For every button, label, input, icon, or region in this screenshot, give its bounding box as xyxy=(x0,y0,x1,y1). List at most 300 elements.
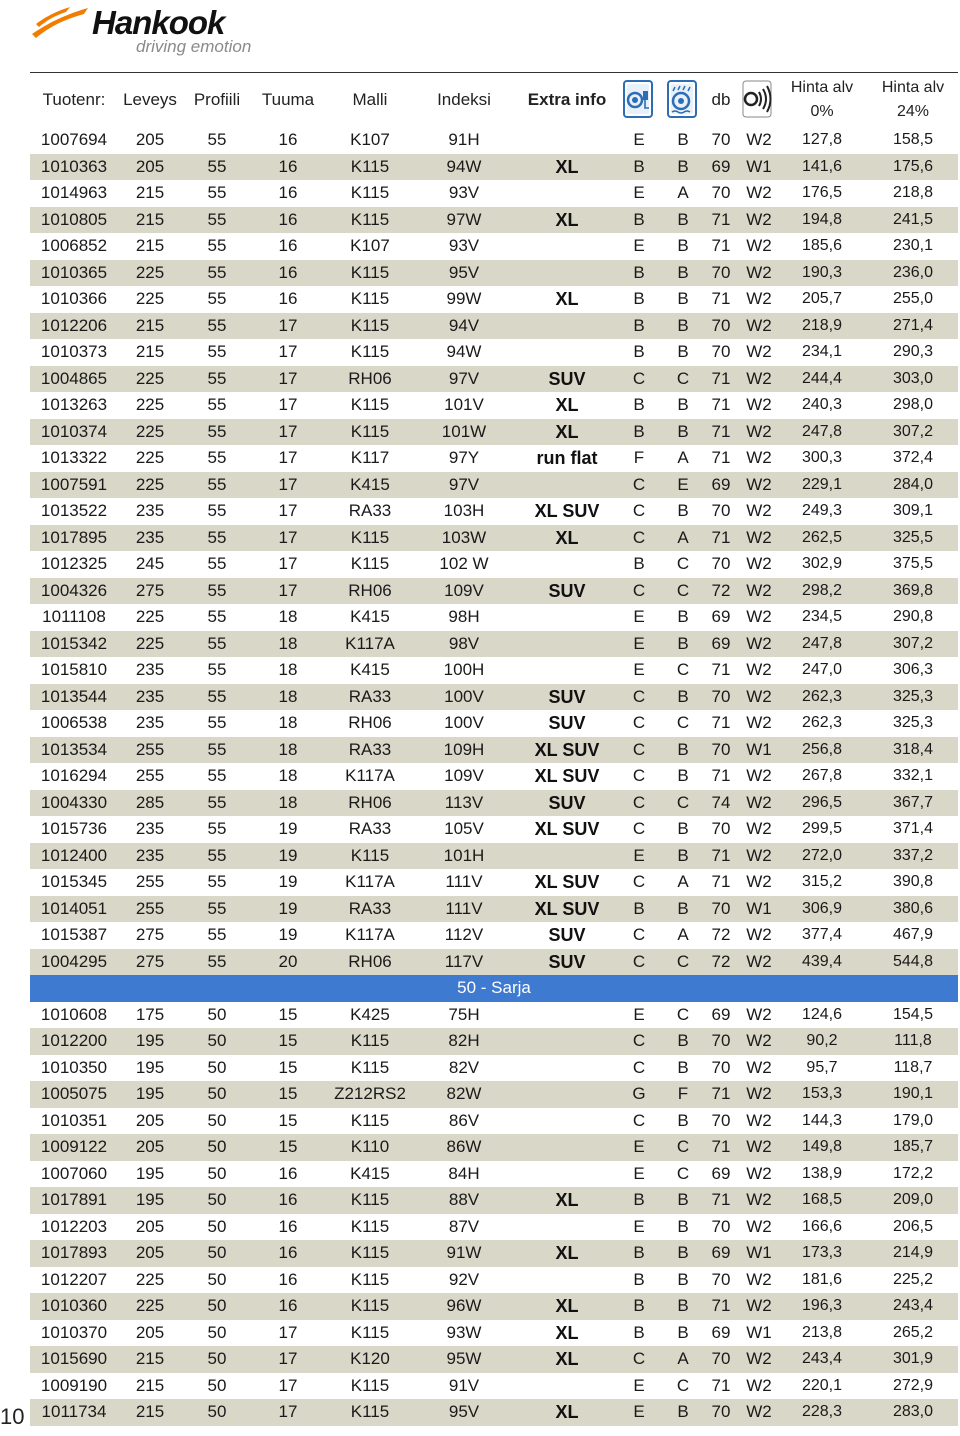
cell-hinta-0: 194,8 xyxy=(801,210,843,228)
col-hinta-0 xyxy=(776,74,868,126)
col-malli: Malli xyxy=(352,90,388,109)
cell-noise-class: W2 xyxy=(746,792,772,812)
cell-leveys: 215 xyxy=(135,1402,165,1421)
cell-indeksi: 100V xyxy=(444,713,484,732)
cell-tuotenr: 1015690 xyxy=(40,1349,108,1368)
cell-noise-class: W2 xyxy=(746,368,772,388)
cell-profiili: 50 xyxy=(207,1402,227,1421)
table-row xyxy=(30,1134,958,1161)
cell-hinta-24: 272,9 xyxy=(892,1376,934,1394)
cell-hinta-24: 371,4 xyxy=(892,820,934,837)
cell-tuuma: 17 xyxy=(278,554,298,573)
cell-db: 71 xyxy=(711,872,731,891)
cell-malli: K120 xyxy=(350,1349,390,1368)
cell-extra-info: XL xyxy=(555,1349,579,1369)
cell-hinta-24: 375,5 xyxy=(892,555,934,572)
table-row xyxy=(30,551,958,578)
cell-profiili: 55 xyxy=(207,739,227,759)
cell-leveys: 255 xyxy=(135,898,165,918)
cell-extra-info xyxy=(512,657,622,684)
cell-leveys: 245 xyxy=(135,554,165,573)
cell-extra-info: SUV xyxy=(548,792,586,813)
cell-db: 71 xyxy=(711,1084,731,1103)
cell-indeksi: 95V xyxy=(448,262,480,282)
cell-indeksi: 100V xyxy=(444,686,484,706)
cell-tuuma: 18 xyxy=(278,739,298,759)
cell-fuel-class: B xyxy=(633,342,645,361)
cell-tuuma: 16 xyxy=(278,1163,298,1183)
cell-fuel-class: E xyxy=(633,607,645,626)
cell-noise-class: W1 xyxy=(746,156,772,176)
cell-leveys: 235 xyxy=(135,845,165,865)
cell-db: 71 xyxy=(711,395,731,414)
cell-leveys: 205 xyxy=(135,1137,165,1156)
table-row xyxy=(30,1187,958,1214)
cell-hinta-0: 272,0 xyxy=(801,846,843,864)
noise-icon xyxy=(742,80,772,118)
table-row xyxy=(30,763,958,790)
cell-indeksi: 103W xyxy=(441,527,487,547)
cell-tuuma: 17 xyxy=(278,315,298,335)
cell-profiili: 50 xyxy=(207,1084,227,1103)
cell-wet-class: B xyxy=(677,1296,689,1315)
cell-tuuma: 16 xyxy=(278,1190,298,1209)
cell-db: 69 xyxy=(711,1163,731,1183)
cell-db: 70 xyxy=(711,1349,731,1368)
cell-leveys: 235 xyxy=(135,713,165,732)
cell-db: 69 xyxy=(711,474,731,494)
cell-malli: K115 xyxy=(350,289,390,308)
cell-tuuma: 17 xyxy=(278,421,298,441)
cell-tuotenr: 1010374 xyxy=(40,421,108,441)
table-row xyxy=(30,710,958,737)
cell-malli: K425 xyxy=(350,1004,390,1024)
table-row xyxy=(30,1293,958,1320)
cell-hinta-24: 309,1 xyxy=(892,502,934,519)
cell-leveys: 205 xyxy=(135,1243,165,1262)
cell-hinta-24: 111,8 xyxy=(894,1032,932,1049)
cell-db: 69 xyxy=(711,607,731,626)
cell-db: 71 xyxy=(711,368,731,388)
cell-tuuma: 17 xyxy=(278,395,298,414)
col-indeksi: Indeksi xyxy=(437,90,491,109)
cell-profiili: 55 xyxy=(207,209,227,229)
cell-leveys: 195 xyxy=(135,1057,165,1077)
cell-indeksi: 94V xyxy=(448,315,480,335)
cell-malli: K115 xyxy=(350,395,390,414)
cell-fuel-class: C xyxy=(632,1349,646,1368)
cell-fuel-class: E xyxy=(633,1375,645,1395)
cell-noise-class: W2 xyxy=(746,554,772,573)
cell-hinta-0: 144,3 xyxy=(801,1111,843,1129)
cell-leveys: 225 xyxy=(135,289,165,308)
cell-fuel-class: C xyxy=(632,686,646,706)
cell-fuel-class: E xyxy=(633,183,645,202)
cell-hinta-0: 244,4 xyxy=(801,369,843,387)
cell-noise-class: W2 xyxy=(746,342,772,361)
cell-db: 69 xyxy=(711,633,731,653)
cell-malli: K107 xyxy=(350,130,390,149)
cell-noise-class: W2 xyxy=(746,1402,772,1421)
cell-tuotenr: 1004330 xyxy=(40,792,108,812)
cell-leveys: 235 xyxy=(135,660,165,679)
cell-wet-class: C xyxy=(676,792,690,812)
table-row xyxy=(30,949,958,976)
cell-extra-info: SUV xyxy=(548,368,586,389)
cell-malli: RH06 xyxy=(348,792,392,812)
cell-extra-info xyxy=(512,843,622,870)
cell-tuotenr: 1013263 xyxy=(40,395,108,414)
cell-tuuma: 16 xyxy=(278,236,298,255)
cell-hinta-24: 172,2 xyxy=(892,1164,934,1182)
cell-tuotenr: 1010370 xyxy=(40,1322,108,1342)
cell-hinta-0: 234,5 xyxy=(801,608,843,625)
cell-leveys: 255 xyxy=(135,872,165,891)
cell-malli: K115 xyxy=(350,554,390,573)
cell-hinta-0: 166,6 xyxy=(801,1217,843,1235)
cell-hinta-0: 267,8 xyxy=(801,767,843,784)
cell-extra-info: SUV xyxy=(548,713,586,733)
cell-hinta-0: 234,1 xyxy=(801,343,843,360)
cell-fuel-class: C xyxy=(632,792,646,812)
cell-hinta-24: 236,0 xyxy=(892,263,934,281)
cell-malli: K110 xyxy=(350,1137,390,1156)
cell-indeksi: 82W xyxy=(446,1084,482,1103)
cell-indeksi: 82H xyxy=(448,1031,480,1050)
table-row xyxy=(30,1320,958,1347)
cell-leveys: 235 xyxy=(135,686,165,706)
cell-indeksi: 101V xyxy=(444,395,484,414)
cell-malli: K115 xyxy=(350,1216,390,1236)
col-hinta-0-line1: Hinta alv xyxy=(790,79,854,96)
cell-hinta-24: 337,2 xyxy=(892,846,934,864)
cell-hinta-0: 247,0 xyxy=(801,661,843,678)
cell-fuel-class: E xyxy=(633,1004,645,1024)
cell-indeksi: 103H xyxy=(443,501,485,520)
cell-noise-class: W2 xyxy=(746,1163,772,1183)
table-row xyxy=(30,1346,958,1373)
cell-tuotenr: 1004326 xyxy=(40,580,108,600)
cell-tuotenr: 1012400 xyxy=(40,845,108,865)
cell-extra-info xyxy=(512,180,622,207)
table-row xyxy=(30,498,958,525)
cell-extra-info xyxy=(512,1373,622,1400)
brand-name: Hankook xyxy=(92,4,225,41)
cell-wet-class: C xyxy=(676,1163,690,1183)
cell-db: 70 xyxy=(711,130,731,149)
cell-profiili: 50 xyxy=(207,1243,227,1262)
cell-hinta-0: 302,9 xyxy=(801,555,843,572)
cell-hinta-0: 173,3 xyxy=(801,1244,843,1261)
cell-leveys: 215 xyxy=(135,209,165,229)
col-leveys: Leveys xyxy=(123,90,177,109)
cell-tuotenr: 1010373 xyxy=(40,342,108,361)
cell-hinta-0: 141,6 xyxy=(801,157,843,175)
cell-extra-info xyxy=(512,472,622,499)
cell-tuotenr: 1014963 xyxy=(40,183,108,202)
table-row xyxy=(30,604,958,631)
cell-tuotenr: 1017891 xyxy=(40,1190,108,1209)
cell-db: 74 xyxy=(711,792,731,812)
cell-indeksi: 95V xyxy=(448,1402,480,1421)
cell-db: 71 xyxy=(711,713,731,732)
cell-wet-class: C xyxy=(676,1004,690,1024)
cell-hinta-0: 168,5 xyxy=(801,1191,843,1208)
cell-fuel-class: B xyxy=(633,554,645,573)
cell-leveys: 205 xyxy=(135,1216,165,1236)
cell-wet-class: B xyxy=(677,819,689,838)
cell-db: 70 xyxy=(711,1216,731,1236)
cell-leveys: 225 xyxy=(135,421,165,441)
cell-malli: K117 xyxy=(350,448,390,467)
cell-malli: K115 xyxy=(350,1243,390,1262)
cell-wet-class: B xyxy=(677,289,689,308)
cell-profiili: 55 xyxy=(207,766,227,785)
cell-hinta-24: 544,8 xyxy=(892,952,934,970)
table-row xyxy=(30,313,958,340)
cell-db: 71 xyxy=(711,448,731,467)
cell-tuotenr: 1017893 xyxy=(40,1243,108,1262)
cell-hinta-0: 153,3 xyxy=(801,1085,843,1102)
cell-hinta-24: 118,7 xyxy=(893,1058,933,1076)
cell-fuel-class: B xyxy=(633,1269,645,1289)
cell-extra-info xyxy=(512,604,622,631)
cell-wet-class: C xyxy=(676,1137,690,1156)
cell-tuotenr: 1013534 xyxy=(40,739,108,759)
cell-db: 70 xyxy=(711,501,731,520)
cell-malli: RA33 xyxy=(348,819,392,838)
cell-hinta-24: 325,3 xyxy=(892,687,934,705)
cell-noise-class: W2 xyxy=(746,1084,772,1103)
cell-malli: K115 xyxy=(350,262,390,282)
wet-grip-icon xyxy=(667,80,697,118)
cell-tuuma: 19 xyxy=(278,819,298,838)
cell-profiili: 55 xyxy=(207,368,227,388)
cell-wet-class: B xyxy=(677,766,689,785)
cell-hinta-24: 214,9 xyxy=(892,1244,934,1261)
cell-db: 72 xyxy=(711,951,731,971)
cell-hinta-0: 95,7 xyxy=(806,1058,838,1076)
cell-indeksi: 111V xyxy=(445,898,483,918)
cell-hinta-0: 181,6 xyxy=(801,1270,843,1288)
table-row xyxy=(30,154,958,181)
cell-tuuma: 17 xyxy=(278,1349,298,1368)
cell-tuuma: 17 xyxy=(278,580,298,600)
cell-hinta-24: 301,9 xyxy=(892,1350,934,1367)
cell-extra-info: XL xyxy=(555,1296,579,1316)
cell-tuotenr: 1006538 xyxy=(40,713,108,732)
cell-indeksi: 113V xyxy=(444,792,484,812)
cell-malli: RA33 xyxy=(348,898,392,918)
cell-tuuma: 15 xyxy=(278,1110,298,1130)
cell-indeksi: 94W xyxy=(446,342,482,361)
cell-noise-class: W2 xyxy=(746,925,772,944)
cell-tuotenr: 1012325 xyxy=(40,554,108,573)
cell-leveys: 255 xyxy=(135,766,165,785)
cell-indeksi: 86W xyxy=(446,1137,482,1156)
cell-noise-class: W2 xyxy=(746,872,772,891)
cell-tuotenr: 1006852 xyxy=(40,236,108,255)
table-header xyxy=(30,74,958,126)
cell-extra-info: XL SUV xyxy=(534,766,600,786)
cell-noise-class: W2 xyxy=(746,1296,772,1315)
cell-hinta-0: 149,8 xyxy=(801,1138,843,1155)
cell-extra-info xyxy=(512,233,622,260)
cell-profiili: 55 xyxy=(207,448,227,467)
cell-wet-class: B xyxy=(677,633,689,653)
cell-profiili: 55 xyxy=(207,925,227,944)
cell-indeksi: 101H xyxy=(443,845,485,865)
cell-wet-class: B xyxy=(677,262,689,282)
cell-malli: K415 xyxy=(350,660,390,679)
cell-hinta-0: 213,8 xyxy=(801,1323,843,1341)
cell-hinta-24: 284,0 xyxy=(892,475,934,493)
cell-noise-class: W2 xyxy=(746,1004,772,1024)
section-label: 50 - Sarja xyxy=(457,978,531,997)
cell-tuotenr: 1015810 xyxy=(40,660,108,679)
cell-wet-class: B xyxy=(677,1402,689,1421)
cell-db: 70 xyxy=(711,739,731,759)
cell-db: 70 xyxy=(711,1402,731,1421)
cell-hinta-24: 390,8 xyxy=(892,873,934,890)
cell-fuel-class: C xyxy=(632,713,646,732)
cell-extra-info: XL SUV xyxy=(534,872,600,892)
cell-wet-class: A xyxy=(677,183,689,202)
cell-tuotenr: 1013522 xyxy=(40,501,108,520)
table-row xyxy=(30,1214,958,1241)
cell-tuotenr: 1017895 xyxy=(40,527,108,547)
cell-leveys: 215 xyxy=(135,236,165,255)
cell-tuotenr: 1012206 xyxy=(40,315,108,335)
cell-db: 71 xyxy=(711,527,731,547)
cell-hinta-24: 380,6 xyxy=(892,899,934,917)
cell-noise-class: W2 xyxy=(746,474,772,494)
cell-hinta-24: 325,3 xyxy=(892,714,934,731)
cell-profiili: 55 xyxy=(207,501,227,520)
cell-indeksi: 99W xyxy=(446,289,482,308)
cell-wet-class: A xyxy=(677,448,689,467)
cell-tuuma: 17 xyxy=(278,501,298,520)
cell-tuotenr: 1012207 xyxy=(40,1269,108,1289)
cell-fuel-class: C xyxy=(632,527,646,547)
table-row xyxy=(30,843,958,870)
cell-extra-info: SUV xyxy=(548,925,586,945)
cell-indeksi: 94W xyxy=(446,156,482,176)
cell-profiili: 55 xyxy=(207,633,227,653)
cell-noise-class: W2 xyxy=(746,819,772,838)
cell-extra-info xyxy=(512,339,622,366)
cell-wet-class: B xyxy=(677,845,689,865)
cell-db: 71 xyxy=(711,209,731,229)
cell-tuotenr: 1010805 xyxy=(40,209,108,229)
cell-hinta-24: 175,6 xyxy=(892,157,934,175)
cell-fuel-class: F xyxy=(633,448,645,467)
header-rule xyxy=(30,72,958,73)
cell-tuotenr: 1014051 xyxy=(40,898,108,918)
table-row xyxy=(30,657,958,684)
cell-fuel-class: B xyxy=(633,898,645,918)
cell-hinta-0: 439,4 xyxy=(801,952,843,970)
cell-wet-class: B xyxy=(677,1110,689,1130)
cell-indeksi: 91W xyxy=(446,1243,482,1262)
cell-tuuma: 15 xyxy=(278,1031,298,1050)
cell-wet-class: B xyxy=(677,1031,689,1050)
col-extra-info: Extra info xyxy=(527,90,607,109)
cell-malli: RH06 xyxy=(348,951,392,971)
cell-hinta-0: 196,3 xyxy=(801,1297,843,1314)
cell-profiili: 55 xyxy=(207,395,227,414)
cell-tuuma: 18 xyxy=(278,660,298,679)
table-row xyxy=(30,1028,958,1055)
cell-hinta-0: 299,5 xyxy=(801,820,843,837)
cell-tuuma: 18 xyxy=(278,686,298,706)
cell-profiili: 55 xyxy=(207,474,227,494)
cell-noise-class: W1 xyxy=(746,739,772,759)
cell-malli: K415 xyxy=(350,607,390,626)
cell-profiili: 50 xyxy=(207,1057,227,1077)
cell-malli: K115 xyxy=(350,1269,390,1289)
cell-tuuma: 16 xyxy=(278,1296,298,1315)
cell-hinta-24: 179,0 xyxy=(892,1111,934,1129)
cell-leveys: 195 xyxy=(135,1084,165,1103)
cell-noise-class: W2 xyxy=(746,527,772,547)
cell-db: 71 xyxy=(711,236,731,255)
cell-wet-class: C xyxy=(676,554,690,573)
cell-fuel-class: E xyxy=(633,660,645,679)
cell-tuuma: 16 xyxy=(278,262,298,282)
cell-fuel-class: C xyxy=(632,766,646,785)
cell-noise-class: W2 xyxy=(746,130,772,149)
cell-db: 69 xyxy=(711,1004,731,1024)
cell-extra-info xyxy=(512,1081,622,1108)
cell-profiili: 55 xyxy=(207,156,227,176)
cell-hinta-0: 298,2 xyxy=(801,581,843,599)
cell-tuuma: 19 xyxy=(278,845,298,865)
cell-profiili: 50 xyxy=(207,1110,227,1130)
cell-profiili: 55 xyxy=(207,898,227,918)
cell-leveys: 225 xyxy=(135,1269,165,1289)
cell-extra-info xyxy=(512,631,622,658)
cell-db: 70 xyxy=(711,1031,731,1050)
cell-tuuma: 16 xyxy=(278,209,298,229)
cell-malli: K107 xyxy=(350,236,390,255)
cell-wet-class: B xyxy=(677,501,689,520)
cell-hinta-0: 247,8 xyxy=(801,422,843,440)
cell-wet-class: C xyxy=(676,951,690,971)
cell-indeksi: 109V xyxy=(444,766,484,785)
cell-fuel-class: E xyxy=(633,1216,645,1236)
cell-wet-class: B xyxy=(677,236,689,255)
cell-leveys: 175 xyxy=(135,1004,165,1024)
cell-tuuma: 18 xyxy=(278,766,298,785)
table-row xyxy=(30,896,958,923)
cell-fuel-class: C xyxy=(632,925,646,944)
cell-tuuma: 15 xyxy=(278,1084,298,1103)
cell-wet-class: B xyxy=(677,1269,689,1289)
cell-malli: K115 xyxy=(350,1110,390,1130)
cell-leveys: 235 xyxy=(135,527,165,547)
cell-hinta-0: 90,2 xyxy=(806,1032,838,1049)
cell-hinta-24: 158,5 xyxy=(892,131,934,148)
cell-noise-class: W2 xyxy=(746,1216,772,1236)
cell-malli: K115 xyxy=(350,183,390,202)
cell-extra-info: XL xyxy=(555,156,579,177)
cell-noise-class: W2 xyxy=(746,262,772,282)
cell-tuuma: 16 xyxy=(278,156,298,176)
cell-tuotenr: 1004295 xyxy=(40,951,108,971)
cell-extra-info: run flat xyxy=(536,448,598,468)
cell-leveys: 275 xyxy=(135,951,165,971)
